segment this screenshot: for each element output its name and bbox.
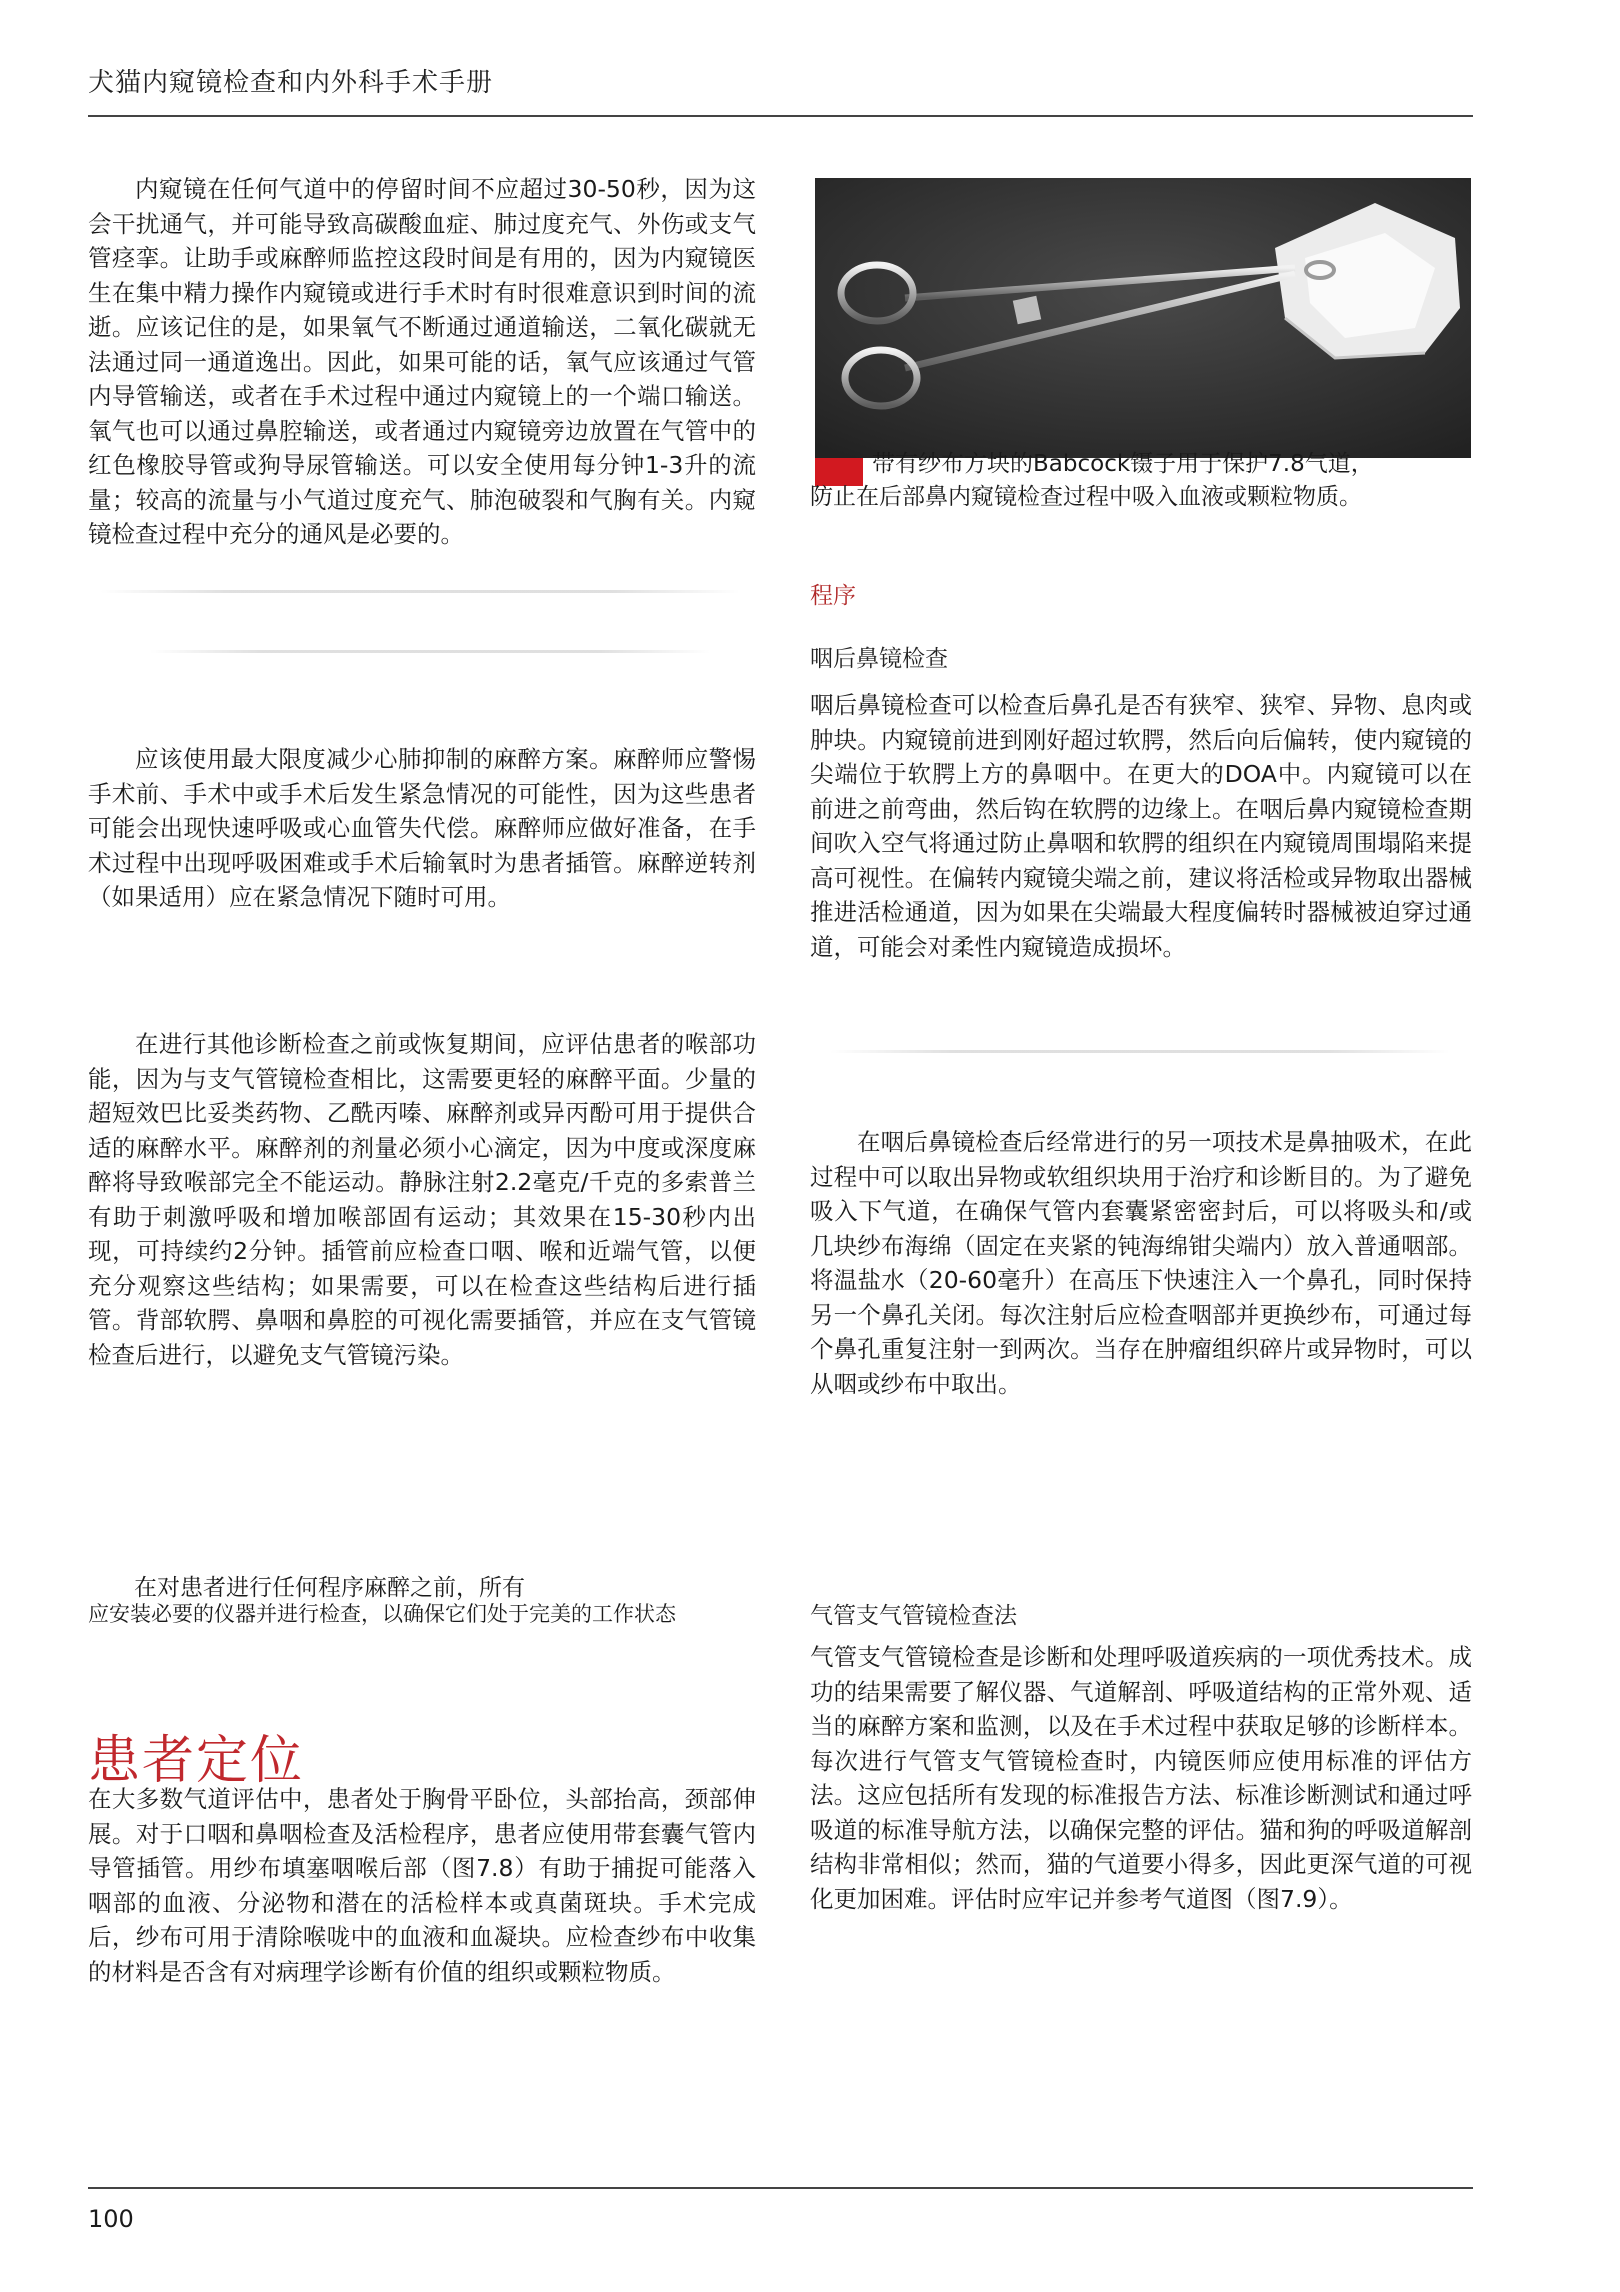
right-paragraph-3: 气管支气管镜检查是诊断和处理呼吸道疾病的一项优秀技术。成功的结果需要了解仪器、气道解剖、呼吸道结构的正常外观、适当的麻醉方案和监测，以及在手术过程中获取足够的诊断样本。每次进行气管支气管镜检查时，内镜医师应使用标准的评估方法。这应包括所有发现的标准报告方法、标准诊断测试和通过呼吸道的标准导航方法，以确保完整的评估。猫和狗的呼吸道解剖结构非常相似；然而，猫的气道要小得多，因此更深气道的可视化更加困难。评估时应牢记并参考气道图（图7.9）。 bbox=[810, 1643, 1472, 1913]
subheading-tracheobronchoscopy: 气管支气管镜检查法 bbox=[810, 1603, 1017, 1629]
figure-caption bbox=[810, 448, 1472, 514]
page-number: 100 bbox=[88, 2205, 134, 2233]
section-heading-patient-positioning: 患者定位 bbox=[88, 1731, 305, 1791]
left-paragraph-5: 在大多数气道评估中，患者处于胸骨平卧位，头部抬高，颈部伸展。对于口咽和鼻咽检查及活检程序，患者应使用带套囊气管内导管插管。用纱布填塞咽喉后部（图7.8）有助于捕捉可能落入咽部的血液、分泌物和潜在的活检样本或真菌斑块。手术完成后，纱布可用于清除喉咙中的血液和血凝块。应检查纱布中收集的材料是否含有对病理学诊断有价值的组织或颗粒物质。 bbox=[88, 1785, 756, 1986]
faded-divider bbox=[150, 650, 710, 653]
left-paragraph-1: 内窥镜在任何气道中的停留时间不应超过30-50秒，因为这会干扰通气，并可能导致高碳酸血症、肺过度充气、外伤或支气管痉挛。让助手或麻醉师监控这段时间是有用的，因为内窥镜医生在集中精力操作内窥镜或进行手术时有时很难意识到时间的流逝。应该记住的是，如果氧气不断通过通道输送，二氧化碳就无法通过同一通道逸出。因此，如果可能的话，氧气应该通过气管内导管输送，或者在手术过程中通过内窥镜上的一个端口输送。氧气也可以通过鼻腔输送，或者通过内窥镜旁边放置在气管中的红色橡胶导管或狗导尿管输送。可以安全使用每分钟1-3升的流量；较高的流量与小气道过度充气、肺泡破裂和气胸有关。内窥镜检查过程中充分的通风是必要的。 bbox=[88, 175, 756, 548]
figure-caption-line1: 带有纱布方块的Babcock镊子用于保护7.8气道， bbox=[872, 451, 1374, 477]
right-paragraph-1: 咽后鼻镜检查可以检查后鼻孔是否有狭窄、狭窄、异物、息肉或肿块。内窥镜前进到刚好超过软腭，然后向后偏转，使内窥镜的尖端位于软腭上方的鼻咽中。在更大的DOA中。内窥镜可以在前进之前弯曲，然后钩在软腭的边缘上。在咽后鼻内窥镜检查期间吹入空气将通过防止鼻咽和软腭的组织在内窥镜周围塌陷来提高可视性。在偏转内窥镜尖端之前，建议将活检或异物取出器械推进活检通道，因为如果在尖端最大程度偏转时器械被迫穿过通道，可能会对柔性内窥镜造成损坏。 bbox=[810, 691, 1472, 961]
left-paragraph-3: 在进行其他诊断检查之前或恢复期间，应评估患者的喉部功能，因为与支气管镜检查相比，这需要更轻的麻醉平面。少量的超短效巴比妥类药物、乙酰丙嗪、麻醉剂或异丙酚可用于提供合适的麻醉水平。麻醉剂的剂量必须小心滴定，因为中度或深度麻醉将导致喉部完全不能运动。静脉注射2.2毫克/千克的多索普兰有助于刺激呼吸和增加喉部固有运动；其效果在15-30秒内出现，可持续约2分钟。插管前应检查口咽、喉和近端气管，以便充分观察这些结构；如果需要，可以在检查这些结构后进行插管。背部软腭、鼻咽和鼻腔的可视化需要插管，并应在支气管镜检查后进行，以避免支气管镜污染。 bbox=[88, 1030, 756, 1369]
subheading-retro-rhinoscopy: 咽后鼻镜检查 bbox=[810, 646, 948, 672]
left-paragraph-2: 应该使用最大限度减少心肺抑制的麻醉方案。麻醉师应警惕手术前、手术中或手术后发生紧急情况的可能性，因为这些患者可能会出现快速呼吸或心血管失代偿。麻醉师应做好准备，在手术过程中出现呼吸困难或手术后输氧时为患者插管。麻醉逆转剂（如果适用）应在紧急情况下随时可用。 bbox=[88, 745, 756, 911]
left-paragraph-4-line2: 应安装必要的仪器并进行检查，以确保它们处于完美的工作状态 bbox=[88, 1602, 676, 1626]
figure-caption-line2: 防止在后部鼻内窥镜检查过程中吸入血液或颗粒物质。 bbox=[810, 484, 1362, 510]
forceps-illustration bbox=[815, 178, 1471, 458]
left-paragraph-4-line1: 在对患者进行任何程序麻醉之前，所有 bbox=[134, 1575, 525, 1601]
header-rule bbox=[88, 115, 1473, 117]
left-paragraph-4 bbox=[88, 1575, 756, 1627]
faded-divider bbox=[830, 1050, 1450, 1053]
right-paragraph-2: 在咽后鼻镜检查后经常进行的另一项技术是鼻抽吸术，在此过程中可以取出异物或软组织块用于治疗和诊断目的。为了避免吸入下气道，在确保气管内套囊紧密密封后，可以将吸头和/或几块纱布海绵（固定在夹紧的钝海绵钳尖端内）放入普通咽部。将温盐水（20-60毫升）在高压下快速注入一个鼻孔，同时保持另一个鼻孔关闭。每次注射后应检查咽部并更换纱布，可通过每个鼻孔重复注射一到两次。当存在肿瘤组织碎片或异物时，可以从咽或纱布中取出。 bbox=[810, 1128, 1472, 1398]
figure-babcock-forceps-photo bbox=[815, 178, 1471, 458]
running-header: 犬猫内窥镜检查和内外科手术手册 bbox=[88, 68, 494, 98]
footer-rule bbox=[88, 2187, 1473, 2189]
section-label-procedure: 程序 bbox=[810, 583, 856, 609]
faded-divider bbox=[100, 590, 740, 593]
